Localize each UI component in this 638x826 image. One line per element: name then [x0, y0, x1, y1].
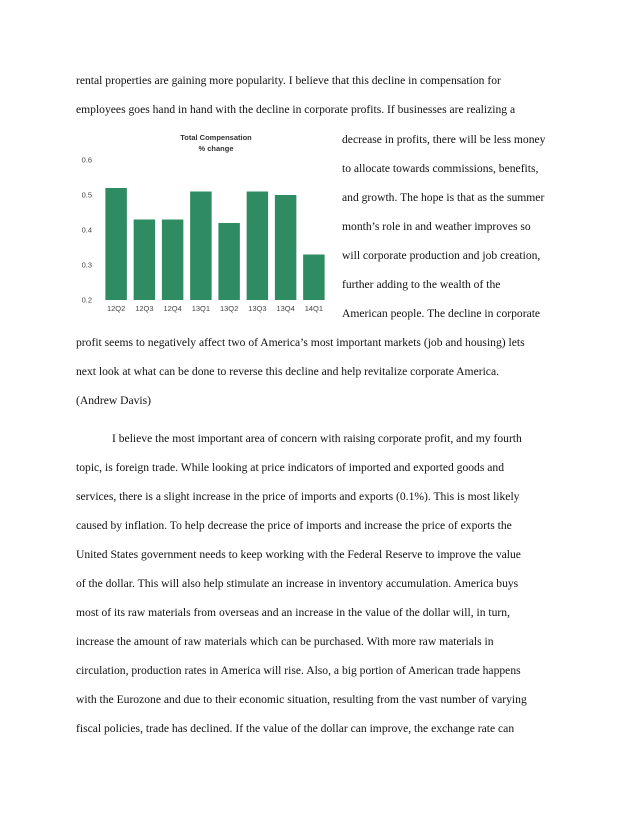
text-line: employees goes hand in hand with the decline in corporate profits. If businesses are realizing a	[76, 103, 516, 116]
y-tick-label: 0.2	[81, 295, 92, 305]
y-tick-label: 0.5	[81, 190, 92, 200]
chart-title: Total Compensation	[180, 133, 252, 142]
text-line: with the Eurozone and due to their economic situation, resulting from the vast number of varying	[76, 693, 527, 706]
text-line: to allocate towards commissions, benefits,	[342, 162, 539, 175]
text-line: most of its raw materials from overseas and an increase in the value of the dollar will, in turn,	[76, 606, 510, 619]
chart-subtitle: % change	[198, 144, 234, 153]
text-line: topic, is foreign trade. While looking at price indicators of imported and exported goods and	[76, 461, 504, 474]
x-tick-label: 12Q2	[106, 304, 126, 313]
text-line: circulation, production rates in America will rise. Also, a big portion of American trade happens	[76, 664, 521, 677]
x-tick-label: 12Q3	[135, 304, 154, 313]
x-tick-label: 13Q2	[219, 304, 239, 313]
x-tick-label: 13Q3	[248, 304, 267, 313]
bar-13Q2	[218, 223, 239, 300]
text-line: and growth. The hope is that as the summer	[342, 191, 545, 204]
chart-svg	[72, 128, 338, 318]
compensation-chart	[72, 128, 338, 318]
text-line: next look at what can be done to reverse this decline and help revitalize corporate America.	[76, 365, 499, 378]
text-line: services, there is a slight increase in the price of imports and exports (0.1%). This is most likely	[76, 490, 520, 503]
y-tick-label: 0.3	[81, 260, 92, 270]
bar-12Q2	[105, 188, 126, 300]
text-line: American people. The decline in corporate	[342, 307, 541, 320]
y-tick-label: 0.4	[81, 225, 92, 235]
text-line: will corporate production and job creation,	[342, 249, 541, 262]
x-tick-label: 13Q4	[276, 304, 295, 313]
text-line: I believe the most important area of concern with raising corporate profit, and my fourth	[112, 432, 522, 445]
text-line: United States government needs to keep working with the Federal Reserve to improve the value	[76, 548, 521, 561]
text-line: increase the amount of raw materials which can be purchased. With more raw materials in	[76, 635, 494, 648]
text-line: further adding to the wealth of the	[342, 278, 501, 291]
x-tick-label: 12Q4	[163, 304, 182, 313]
x-tick-label: 13Q1	[191, 304, 211, 313]
text-line: (Andrew Davis)	[76, 394, 152, 407]
y-tick-label: 0.6	[81, 155, 92, 165]
text-line: fiscal policies, trade has declined. If the value of the dollar can improve, the exchange rate can	[76, 722, 515, 735]
text-line: of the dollar. This will also help stimulate an increase in inventory accumulation. America buys	[76, 577, 519, 590]
bar-12Q4	[162, 220, 183, 301]
x-tick-label: 14Q1	[304, 304, 324, 313]
text-line: decrease in profits, there will be less money	[342, 133, 546, 146]
bar-13Q4	[275, 195, 296, 300]
text-line: profit seems to negatively affect two of America’s most important markets (job and housing) lets	[76, 336, 525, 349]
bar-13Q3	[247, 192, 268, 301]
bar-12Q3	[134, 220, 155, 301]
bar-14Q1	[303, 255, 324, 301]
text-line: rental properties are gaining more popularity. I believe that this decline in compensation for	[76, 74, 501, 87]
text-line: month’s role in and weather improves so	[342, 220, 531, 233]
bar-13Q1	[190, 192, 211, 301]
text-line: caused by inflation. To help decrease the price of imports and increase the price of exports the	[76, 519, 512, 532]
